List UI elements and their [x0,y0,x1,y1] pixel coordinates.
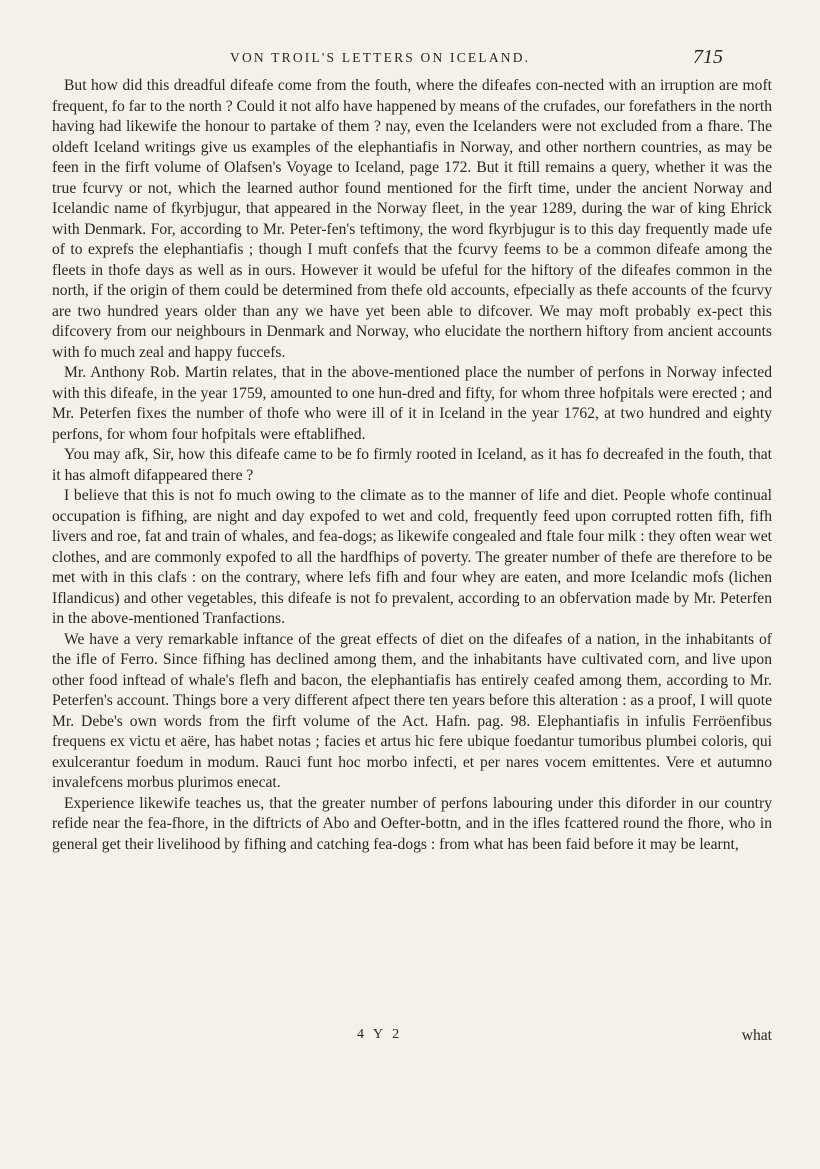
page-header [0,44,820,74]
paragraph: You may afk, Sir, how this difeafe came to be fo firmly rooted in Iceland, as it has fo decreafed in the fouth, that it has almoft difappeared there ? [52,446,772,484]
paragraph: Experience likewife teaches us, that the greater number of perfons labouring under this diforder in our country refide near the fea-fhore, in the diftricts of Abo and Oefter-bottn, and in the ifles fcattered round the fhore, who in general get their livelihood by fifhing and catching fea-dogs : from what has been faid before it may be learnt, [52,794,772,853]
paragraph: Mr. Anthony Rob. Martin relates, that in the above-mentioned place the number of perfons in Norway infected with this difeafe, in the year 1759, amounted to one hun-dred and fifty, for whom three hofpitals were erected ; and Mr. Peterfen fixes the number of thofe who were ill of it in Iceland in the year 1762, at two hundred and eighty perfons, for whom four hofpitals were eftablifhed. [52,364,772,443]
signature-mark: 4 Y 2 [357,1027,403,1042]
body-text [52,76,772,855]
running-head: VON TROIL'S LETTERS ON ICELAND. [230,50,531,65]
paragraph: But how did this dreadful difeafe come from the fouth, where the difeafes con-nected with an irruption are moft frequent, fo far to the north ? Could it not alfo have happened by means of the crufades, our forefathers in the north having had likewife the honour to partake of them ? nay, even the Icelanders were not excluded from a fhare. The oldeft Iceland writings give us examples of the elephantiafis in Norway, and other northern countries, as may be feen in the firft volume of Olafsen's Voyage to Iceland, page 172. But it ftill remains a query, whether it was the true fcurvy or not, which the learned author found mentioned for the firft time, under the ancient Norway and Icelandic name of fkyrbjugur, that appeared in the Norway fleet, in the year 1289, during the war of king Ehrick with Denmark. For, according to Mr. Peter-fen's teftimony, the word fkyrbjugur is to this day frequently made ufe of to exprefs the elephantiafis ; though I muft confefs that the fcurvy feems to be a common difeafe among the fleets in thofe days as well as in ours. However it would be ufeful for the hiftory of the difeafes common in the north, if the origin of them could be determined from thefe old accounts, efpecially as thefe accounts of the fcurvy are two hundred years older than any we have yet been able to difcover. We may moft probably ex-pect this difcovery from our neighbours in Denmark and Norway, who elucidate the northern hiftory from ancient accounts with fo much zeal and happy fuccefs. [52,77,772,361]
page-number: 715 [693,46,723,68]
catchword: what [741,1027,772,1044]
paragraph: I believe that this is not fo much owing to the climate as to the manner of life and diet. People whofe continual occupation is fifhing, are night and day expofed to wet and cold, frequently feed upon corrupted rotten fifh, fifh livers and roe, fat and train of whales, and fea-dogs; as likewife congealed and ftale four milk : they often wear wet clothes, and are commonly expofed to all the hardfhips of poverty. The greater number of thefe are therefore to be met with in this clafs : on the contrary, where lefs fifh and four whey are eaten, and more Icelandic mofs (lichen Iflandicus) and other vegetables, this difeafe is not fo prevalent, according to an obfervation made by Mr. Peterfen in the above-mentioned Tranfactions. [52,487,772,627]
page-footer [52,1027,772,1049]
paragraph: We have a very remarkable inftance of the great effects of diet on the difeafes of a nation, in the inhabitants of the ifle of Ferro. Since fifhing has declined among them, and the inhabitants have cultivated corn, and live upon other food inftead of whale's flefh and bacon, the elephantiafis has entirely ceafed among them, according to Mr. Peterfen's account. Things bore a very different afpect there ten years before this alteration : as a proof, I will quote Mr. Debe's own words from the firft volume of the Act. Hafn. pag. 98. Elephantiafis in infulis Ferröenfibus frequens ex victu et aëre, has habet notas ; facies et artus hic fere ubique foedantur tumoribus plumbei coloris, qui exulcerantur foedum in modum. Rauci funt hoc morbo infecti, et per nares vocem emittentes. Vere et autumno invalefcens morbus plurimos enecat. [52,630,772,791]
